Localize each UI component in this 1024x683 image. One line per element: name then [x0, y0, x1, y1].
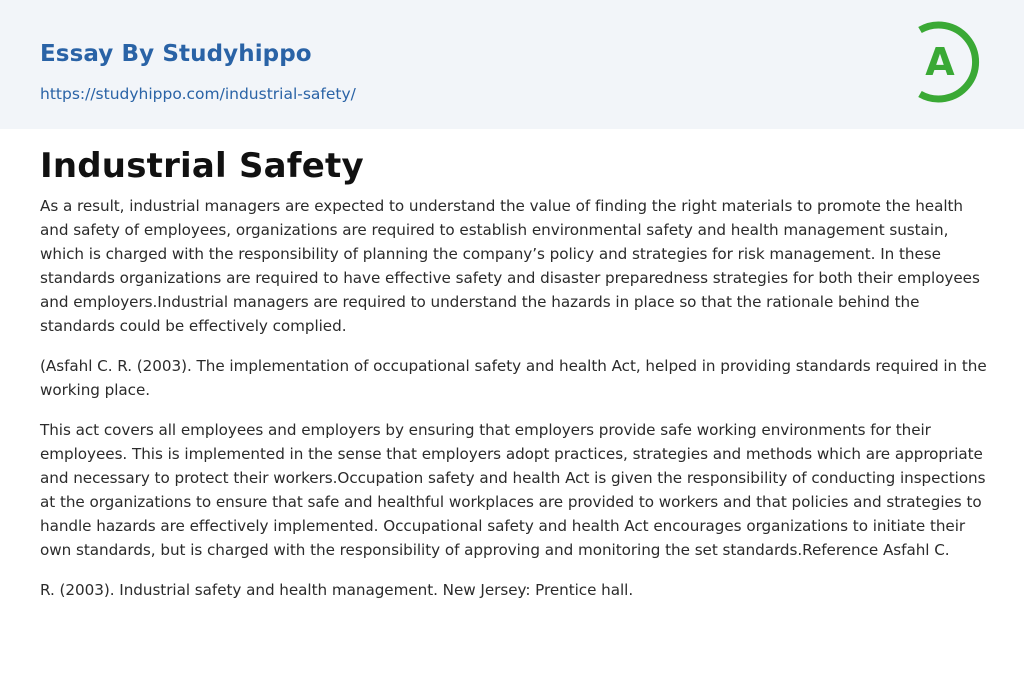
brand-title[interactable]: Essay By Studyhippo [40, 41, 312, 67]
logo-letter: A [925, 40, 955, 84]
source-url-link[interactable]: https://studyhippo.com/industrial-safety/ [40, 85, 356, 103]
paragraph: As a result, industrial managers are expected to understand the value of finding the right materials to promote the health and safety of employees, organizations are required to establish environmental safety and health management sustain, which is charged with the responsibility of planning the company’s policy and strategies for risk management. In these standards organizations are required to have effective safety and disaster preparedness strategies for both their employees and employers.Industrial managers are required to understand the hazards in place so that the rationale behind the standards could be effectively complied. [40, 197, 980, 335]
paragraph: This act covers all employees and employers by ensuring that employers provide safe working environments for their employees. This is implemented in the sense that employers adopt practices, strategies and methods which are appropriate and necessary to protect their workers.Occupation safety and health Act is given the responsibility of conducting inspections at the organizations to ensure that safe and healthful workplaces are provided to workers and that policies and strategies to handle hazards are effectively implemented. Occupational safety and health Act encourages organizations to initiate their own standards, but is charged with the responsibility of approving and monitoring the set standards.Reference Asfahl C. [40, 421, 986, 559]
paragraph: (Asfahl C. R. (2003). The implementation of occupational safety and health Act, helped in providing standards required in the working place. [40, 357, 987, 399]
studyhippo-logo-icon[interactable] [908, 18, 988, 106]
paragraph: R. (2003). Industrial safety and health management. New Jersey: Prentice hall. [40, 581, 634, 599]
page-title: Industrial Safety [40, 146, 364, 186]
site-header [0, 0, 1024, 129]
article-body [40, 194, 990, 618]
